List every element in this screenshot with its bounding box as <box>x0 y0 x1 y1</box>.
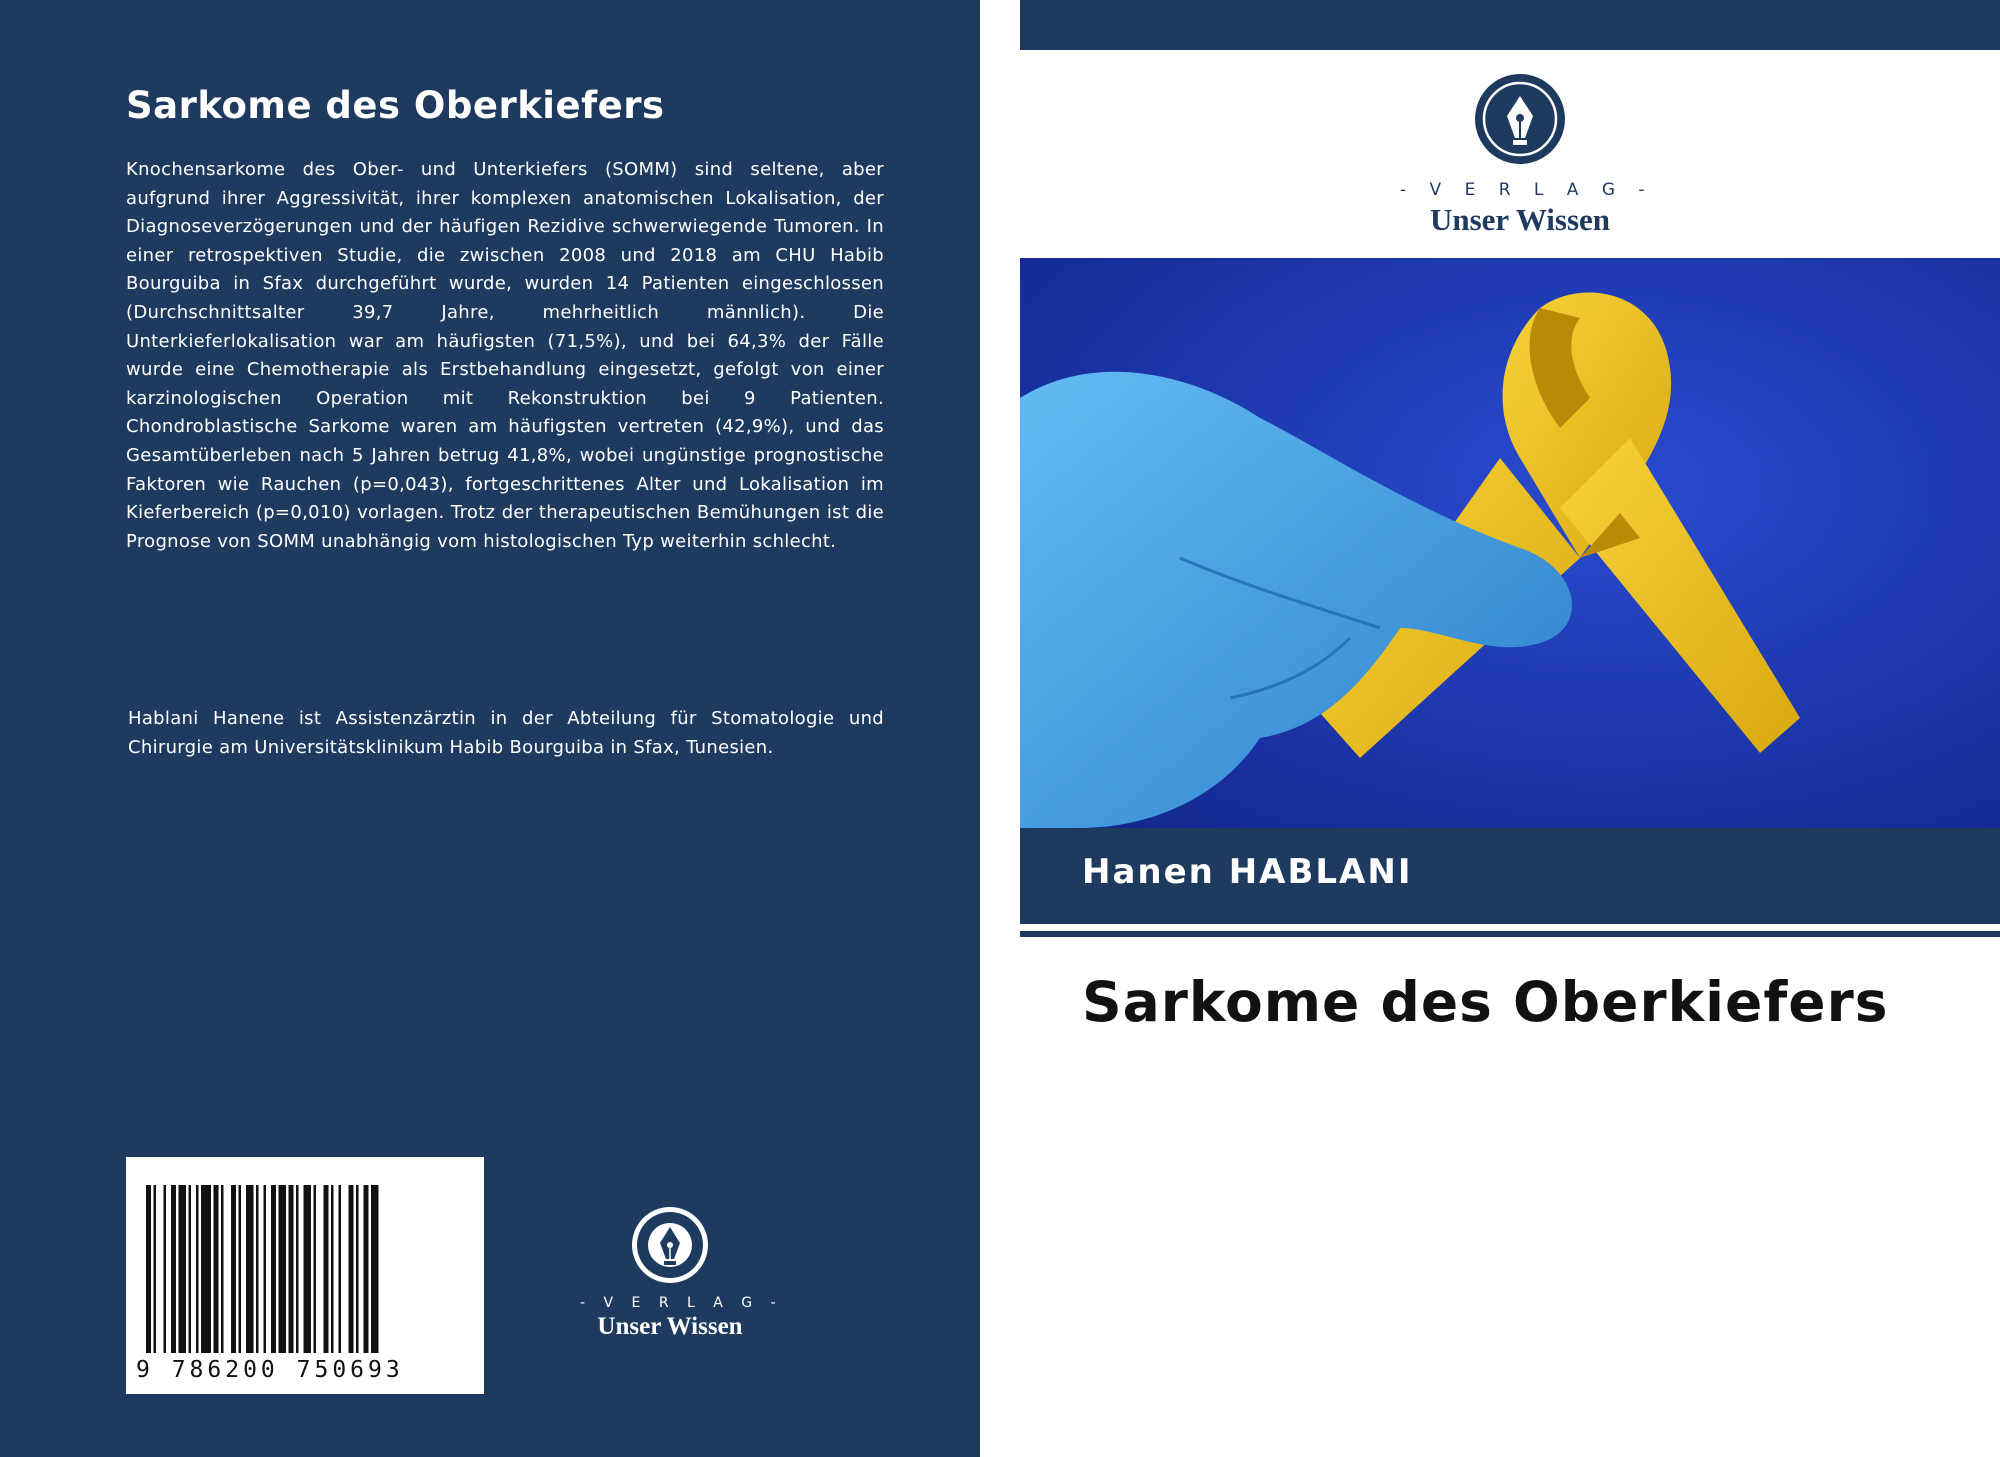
publisher-verlag-label: - V E R L A G - <box>1400 180 1654 200</box>
author-bio: Hablani Hanene ist Assistenzärztin in der Abteilung für Stomatologie und Chirurgie am Universitätsklinikum Habib Bourguiba in Sfax, Tunesien. <box>128 708 884 758</box>
spine-gap <box>980 0 1020 1457</box>
back-publisher-logo <box>580 1205 783 1341</box>
back-cover <box>0 0 980 1457</box>
cover-photo <box>1020 258 2000 828</box>
isbn-digits: 9 786200 750693 <box>136 1357 404 1383</box>
front-cover-title: Sarkome des Oberkiefers <box>1082 970 1889 1034</box>
publisher-name: Unser Wissen <box>1429 202 1611 237</box>
isbn-barcode <box>126 1157 484 1394</box>
author-band <box>1020 828 2000 924</box>
front-publisher-logo <box>1400 72 1654 238</box>
front-cover <box>1020 0 2000 1457</box>
top-band <box>1020 0 2000 50</box>
author-name: Hanen HABLANI <box>1082 852 1413 892</box>
publisher-verlag-label: - V E R L A G - <box>580 1295 783 1311</box>
back-cover-title: Sarkome des Oberkiefers <box>126 84 665 127</box>
gloved-hand-yellow-ribbon-image <box>1020 258 2000 828</box>
back-cover-blurb: Knochensarkome des Ober- und Unterkiefers (SOMM) sind seltene, aber aufgrund ihrer Aggressivität, ihrer komplexen anatomischen Lokalisation, der Diagnoseverzögerungen und der häufigen Rezidive schwerwiegende Tumoren. In einer retrospektiven Studie, die zwischen 2008 und 2018 am CHU Habib Bourguiba in Sfax durchgeführt wurde, wurden 14 Patienten eingeschlossen (Durchschnittsalter 39,7 Jahre, mehrheitlich männlich). Die Unterkieferlokalisation war am häufigsten (71,5%), und bei 64,3% der Fälle wurde eine Chemotherapie als Erstbehandlung eingesetzt, gefolgt von einer karzinologischen Operation mit Rekonstruktion bei 9 Patienten. Chondroblastische Sarkome waren am häufigsten vertreten (42,9%), und das Gesamtüberleben nach 5 Jahren betrug 41,8%, wobei ungünstige prognostische Faktoren wie Rauchen (p=0,043), fortgeschrittenes Alter und Lokalisation im Kieferbereich (p=0,010) vorlagen. Trotz der therapeutischen Bemühungen ist die Prognose von SOMM unabhängig vom histologischen Typ weiterhin schlecht. <box>126 159 884 552</box>
title-rule <box>1020 931 2000 937</box>
publisher-seal-icon <box>630 1205 710 1285</box>
publisher-name: Unser Wissen <box>597 1313 743 1340</box>
fountain-pen-nib-icon <box>1473 72 1567 166</box>
